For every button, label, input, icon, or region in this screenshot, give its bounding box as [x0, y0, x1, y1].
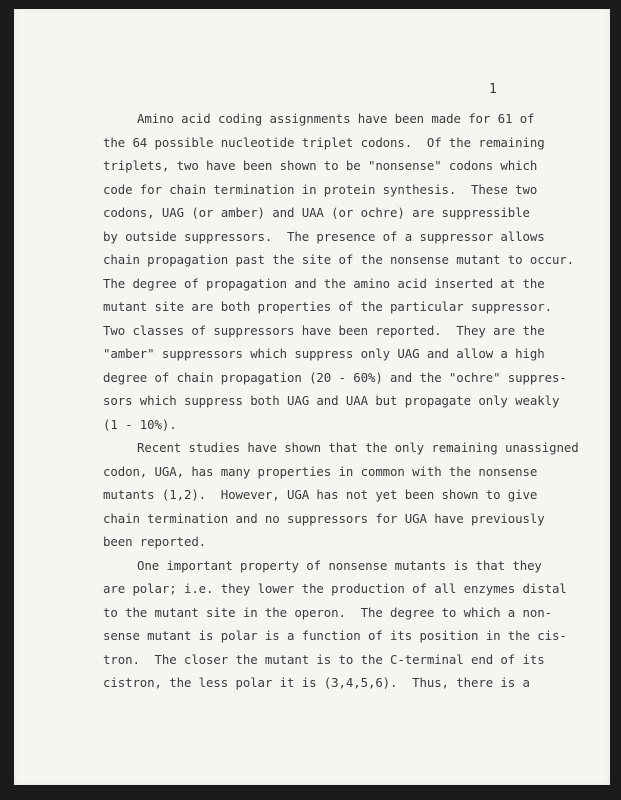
text-line: degree of chain propagation (20 - 60%) and the "ochre" suppres-	[103, 369, 567, 385]
text-line: cistron, the less polar it is (3,4,5,6). Thus, there is a	[103, 675, 530, 690]
text-line: One important property of nonsense mutants is that they	[137, 557, 542, 573]
text-line: been reported.	[103, 534, 207, 549]
page-number: 1	[489, 82, 497, 97]
text-line: Recent studies have shown that the only remaining unassigned	[137, 440, 579, 455]
body-text	[103, 107, 613, 695]
text-line: Two classes of suppressors have been reported. They are the	[103, 322, 545, 338]
text-line: by outside suppressors. The presence of a suppressor allows	[103, 228, 545, 244]
text-line: sense mutant is polar is a function of its position in the cis-	[103, 628, 567, 643]
text-line: chain propagation past the site of the nonsense mutant to occur.	[103, 252, 575, 267]
text-line: to the mutant site in the operon. The degree to which a non-	[103, 604, 552, 620]
text-line: triplets, two have been shown to be "nonsense" codons which	[103, 158, 538, 173]
text-line: (1 - 10%).	[103, 416, 177, 432]
text-line: The degree of propagation and the amino acid inserted at the	[103, 275, 545, 291]
text-line: codons, UAG (or amber) and UAA (or ochre) are suppressible	[103, 205, 530, 220]
text-line: mutants (1,2). However, UGA has not yet been shown to give	[103, 487, 538, 502]
text-line: Amino acid coding assignments have been made for 61 of	[137, 111, 535, 126]
document-page	[14, 9, 610, 785]
text-line: are polar; i.e. they lower the production of all enzymes distal	[103, 581, 567, 596]
text-line: codon, UGA, has many properties in common with the nonsense	[103, 463, 538, 479]
text-line: chain termination and no suppressors for UGA have previously	[103, 510, 545, 526]
text-line: "amber" suppressors which suppress only UAG and allow a high	[103, 346, 545, 361]
text-line: tron. The closer the mutant is to the C-terminal end of its	[103, 651, 545, 667]
text-line: sors which suppress both UAG and UAA but propagate only weakly	[103, 393, 560, 408]
text-line: the 64 possible nucleotide triplet codons. Of the remaining	[103, 134, 545, 150]
text-line: mutant site are both properties of the particular suppressor.	[103, 299, 552, 314]
text-line: code for chain termination in protein synthesis. These two	[103, 181, 538, 197]
